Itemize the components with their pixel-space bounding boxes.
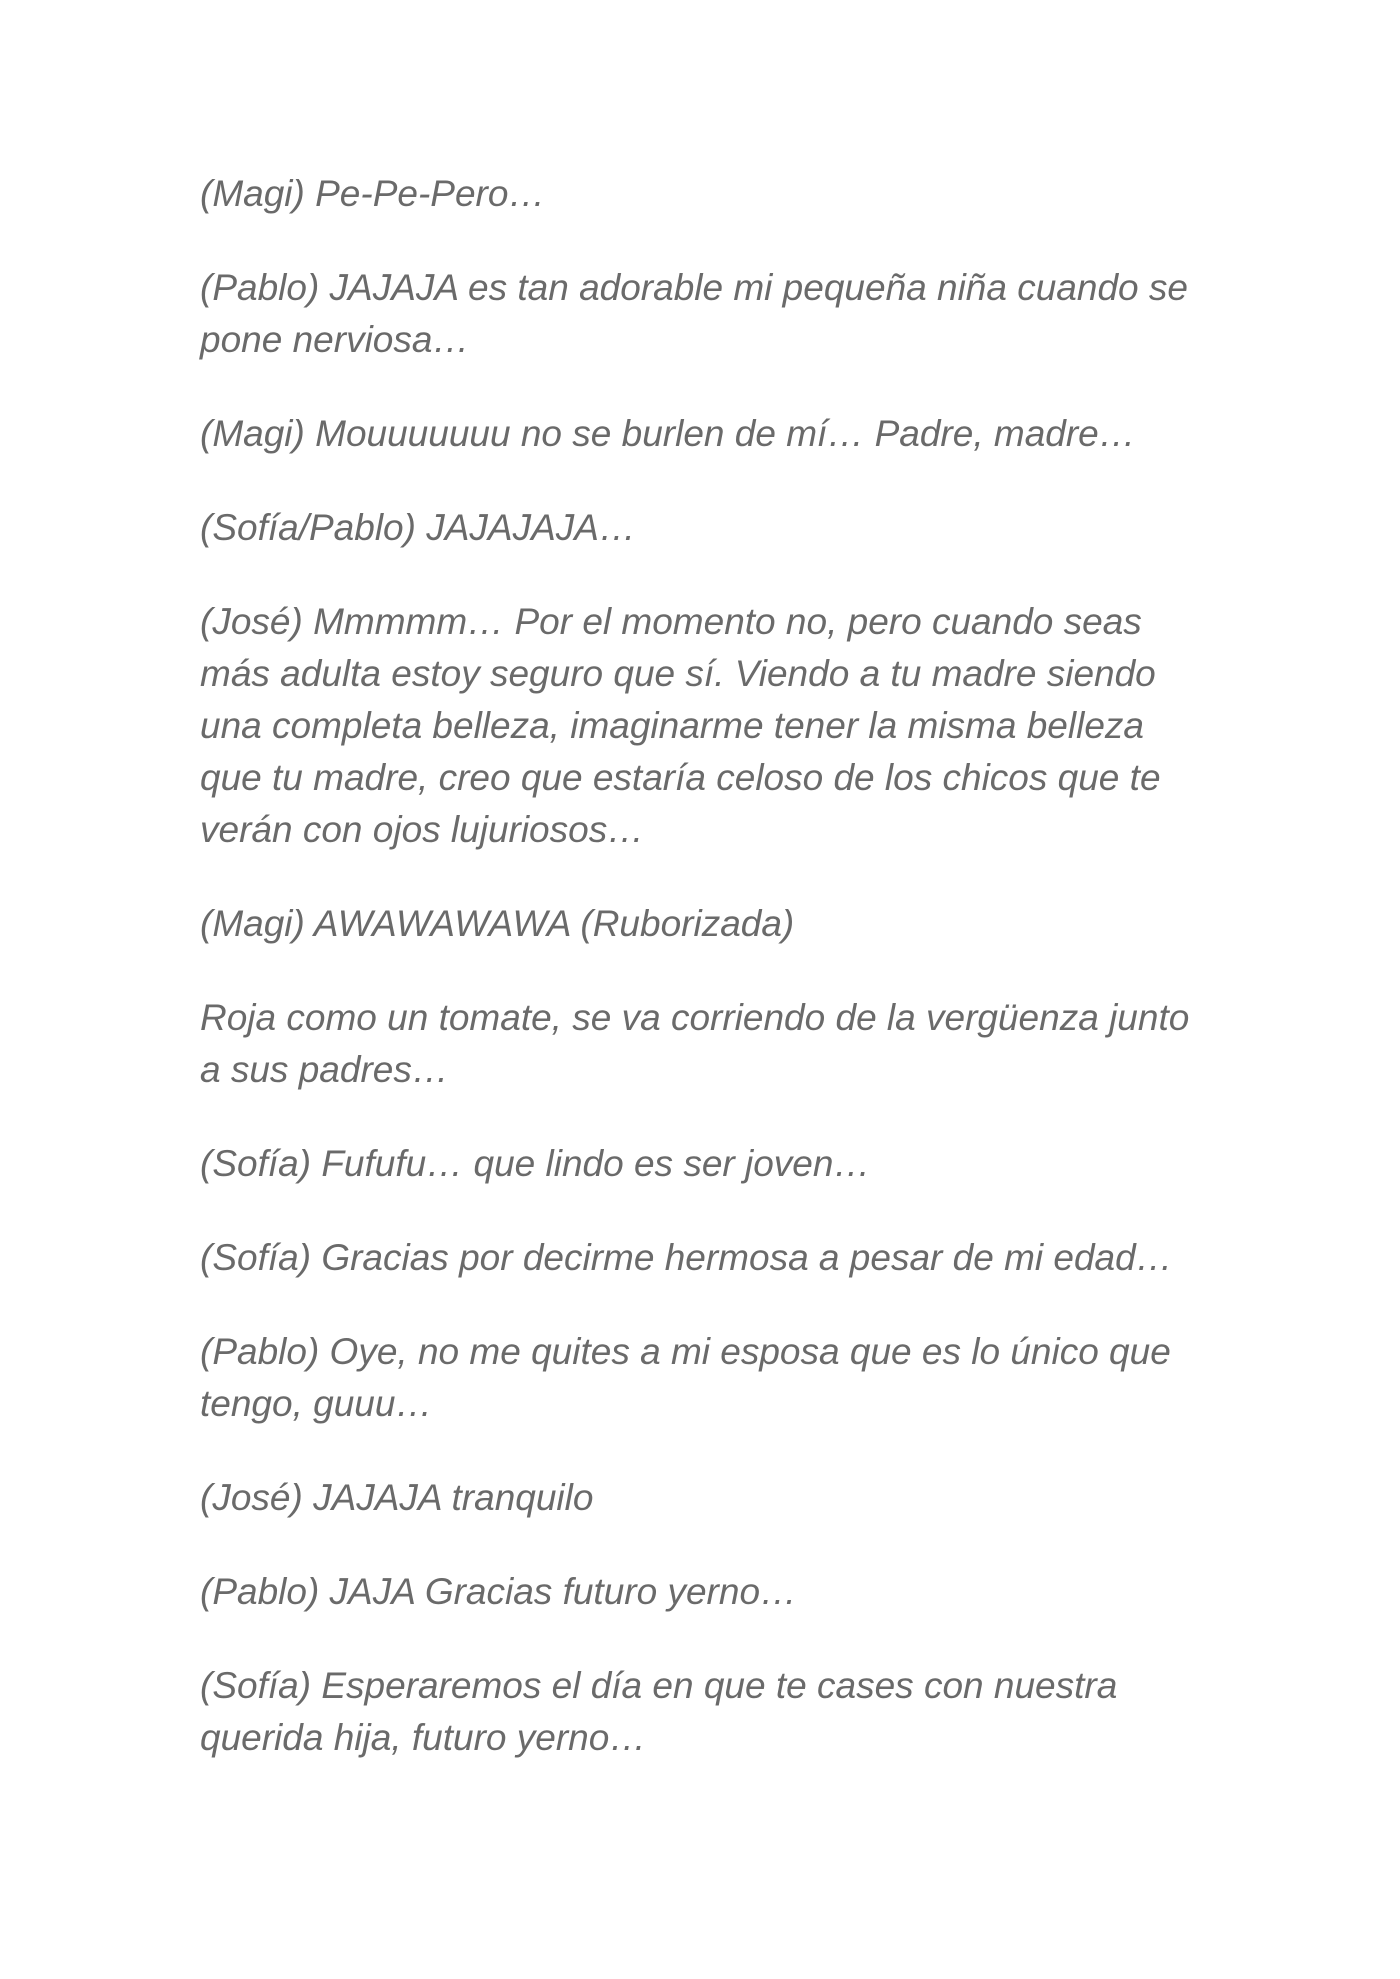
dialogue-line: (José) JAJAJA tranquilo: [200, 1477, 594, 1518]
dialogue-line: (Pablo) Oye, no me quites a mi esposa que es lo único que tengo, guuu…: [200, 1331, 1171, 1424]
dialogue-line: (Sofía) Gracias por decirme hermosa a pesar de mi edad…: [200, 1237, 1173, 1278]
dialogue-line: (José) Mmmmm… Por el momento no, pero cuando seas más adulta estoy seguro que sí. Viendo a tu madre siendo una completa belleza, imaginarme tener la misma belleza que tu madre, creo que estaría celoso de los chicos que te verán con ojos lujuriosos…: [200, 601, 1161, 850]
narration-line: Roja como un tomate, se va corriendo de la vergüenza junto a sus padres…: [200, 997, 1190, 1090]
dialogue-line: (Sofía) Fufufu… que lindo es ser joven…: [200, 1143, 871, 1184]
dialogue-line: (Sofía) Esperaremos el día en que te cases con nuestra querida hija, futuro yerno…: [200, 1665, 1118, 1758]
dialogue-line: (Magi) Mouuuuuuu no se burlen de mí… Padre, madre…: [200, 413, 1136, 454]
dialogue-line: (Magi) Pe-Pe-Pero…: [200, 173, 546, 214]
dialogue-line: (Sofía/Pablo) JAJAJAJA…: [200, 507, 636, 548]
dialogue-line: (Pablo) JAJA Gracias futuro yerno…: [200, 1571, 798, 1612]
dialogue-line: (Pablo) JAJAJA es tan adorable mi pequeña niña cuando se pone nerviosa…: [200, 267, 1188, 360]
document-body: [200, 168, 1200, 1806]
dialogue-line: (Magi) AWAWAWAWA (Ruborizada): [200, 903, 795, 944]
